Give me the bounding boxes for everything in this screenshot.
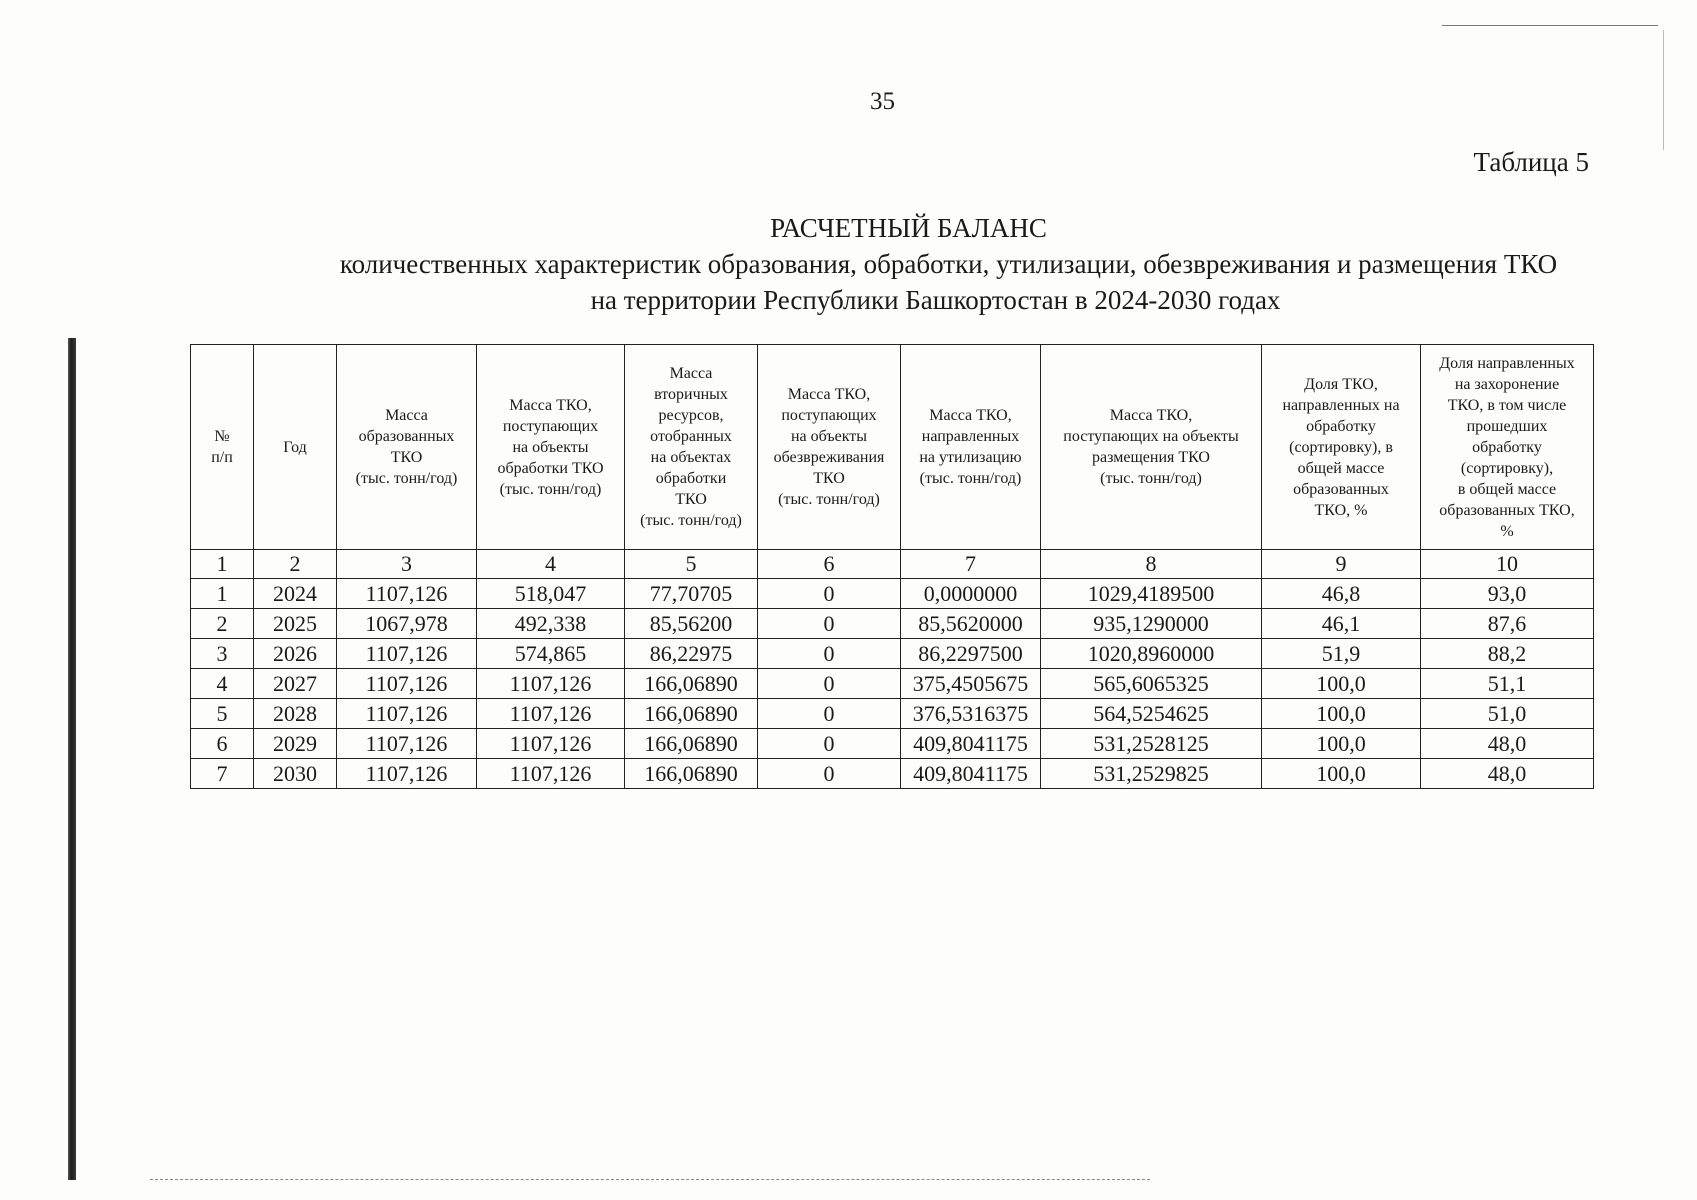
table-cell: 7 [191,759,254,789]
table-cell: 46,1 [1262,609,1421,639]
column-header-line: размещения ТКО [1092,449,1210,466]
table-label: Таблица 5 [1473,147,1589,177]
table-cell: 6 [191,729,254,759]
table-cell: 51,0 [1421,699,1594,729]
column-header-line: обработку [1472,438,1542,456]
column-header-line: Масса ТКО, [1109,407,1193,424]
table-cell: 48,0 [1421,759,1594,789]
table-cell: 166,06890 [625,729,758,759]
table-cell: 166,06890 [625,759,758,789]
table-cell: 574,865 [477,639,625,669]
column-header-line: ТКО [813,470,845,487]
column-header-line: в общей массе [1457,480,1557,498]
table-body [191,550,1594,789]
column-header-line: обезвреживания [773,449,885,466]
table-cell: 0 [758,639,901,669]
column-header-line: % [1500,522,1514,540]
table-cell: 376,5316375 [901,699,1041,729]
table-cell: 0 [758,759,901,789]
column-header [254,345,337,550]
title-line-1: РАСЧЕТНЫЙ БАЛАНС [770,213,1047,243]
table-cell: 2028 [254,699,337,729]
column-number: 2 [254,550,337,579]
table-cell: 531,2529825 [1041,759,1262,789]
column-number: 6 [758,550,901,579]
column-header-line: обработки [655,470,727,487]
table-cell: 2024 [254,579,337,609]
column-header-line: обработку [1306,417,1376,435]
table-cell: 85,56200 [625,609,758,639]
column-header [1041,345,1262,550]
column-header-line: Доля направленных [1439,354,1575,372]
column-header-line: обработки ТКО [497,459,604,477]
column-header-line: образованных [1293,480,1389,498]
table-cell: 86,22975 [625,639,758,669]
table-cell: 100,0 [1262,699,1421,729]
table-cell: 1107,126 [477,699,625,729]
document-title [0,210,1697,318]
column-header-line: вторичных [654,386,728,403]
column-header-line: общей массе [1297,459,1385,477]
table-cell: 1020,8960000 [1041,639,1262,669]
balance-table [190,344,1594,789]
table-cell: 1029,4189500 [1041,579,1262,609]
table-row [191,729,1594,759]
table-cell: 2025 [254,609,337,639]
table-row [191,579,1594,609]
column-header-line: № [214,428,230,445]
scan-artifact-line [1442,25,1658,26]
table-row [191,669,1594,699]
column-header-line: образованных [358,428,455,445]
column-header-line: образованных ТКО, [1439,501,1575,519]
table-cell: 0 [758,579,901,609]
table-cell: 51,9 [1262,639,1421,669]
table-cell: 564,5254625 [1041,699,1262,729]
table-cell: 0 [758,699,901,729]
column-header [477,345,625,550]
table-cell: 565,6065325 [1041,669,1262,699]
column-header [191,345,254,550]
column-header [758,345,901,550]
column-header-line: (тыс. тонн/год) [499,480,602,498]
column-header [901,345,1041,550]
column-header-line: Масса ТКО, [787,386,871,403]
table-cell: 1107,126 [337,579,477,609]
column-header-line: (тыс. тонн/год) [1100,470,1202,487]
table-cell: 1107,126 [337,639,477,669]
column-header-line: (тыс. тонн/год) [355,470,458,487]
column-header [625,345,758,550]
column-header-line: ТКО, в том числе [1447,396,1567,414]
column-header [337,345,477,550]
table-cell: 375,4505675 [901,669,1041,699]
column-header-line: Масса [385,407,428,424]
column-header [1421,345,1594,550]
table-cell: 0,0000000 [901,579,1041,609]
table-cell: 1107,126 [337,669,477,699]
table-cell: 0 [758,609,901,639]
column-header-line: на объектах [650,449,732,466]
table-row [191,639,1594,669]
column-header-line: на объекты [512,438,589,456]
table-cell: 2027 [254,669,337,699]
column-header-line: Год [283,438,307,456]
table-cell: 86,2297500 [901,639,1041,669]
column-number: 9 [1262,550,1421,579]
table-cell: 1067,978 [337,609,477,639]
column-number: 3 [337,550,477,579]
table-cell: 4 [191,669,254,699]
column-header-line: поступающих [502,417,599,435]
table-cell: 492,338 [477,609,625,639]
table-cell: 2026 [254,639,337,669]
column-number-row [191,550,1594,579]
table-cell: 531,2528125 [1041,729,1262,759]
table-cell: 88,2 [1421,639,1594,669]
table-cell: 409,8041175 [901,729,1041,759]
column-header-line: на захоронение [1454,375,1560,393]
title-line-3: на территории Республики Башкортостан в 2024-2030 годах [590,285,1281,315]
column-header [1262,345,1421,550]
table-row [191,699,1594,729]
column-header-line: (тыс. тонн/год) [919,470,1022,487]
table-cell: 46,8 [1262,579,1421,609]
column-header-line: (сортировку), [1460,459,1554,477]
column-header-line: Масса ТКО, [929,407,1012,424]
column-header-line: (тыс. тонн/год) [640,512,742,529]
column-header-line: Масса [669,365,713,382]
table-cell: 100,0 [1262,729,1421,759]
table-cell: 100,0 [1262,759,1421,789]
table-cell: 1 [191,579,254,609]
column-header-line: направленных на [1282,396,1400,414]
table-cell: 85,5620000 [901,609,1041,639]
table-cell: 3 [191,639,254,669]
table-header [191,345,1594,550]
column-number: 4 [477,550,625,579]
table-cell: 93,0 [1421,579,1594,609]
table-cell: 2 [191,609,254,639]
table-cell: 1107,126 [477,729,625,759]
column-header-line: (тыс. тонн/год) [778,491,880,508]
table-cell: 87,6 [1421,609,1594,639]
table-cell: 518,047 [477,579,625,609]
table-row [191,609,1594,639]
column-header-line: п/п [211,449,233,466]
table-cell: 51,1 [1421,669,1594,699]
table-cell: 5 [191,699,254,729]
column-header-line: ресурсов, [658,407,724,424]
table-cell: 48,0 [1421,729,1594,759]
table-cell: 935,1290000 [1041,609,1262,639]
column-header-line: на утилизацию [919,449,1022,466]
page-number: 35 [870,88,895,115]
table-cell: 1107,126 [477,759,625,789]
column-header-line: ТКО, % [1314,501,1368,519]
column-header-line: прошедших [1466,417,1548,435]
table-cell: 166,06890 [625,669,758,699]
scan-edge-shadow [68,338,76,1180]
column-header-line: поступающих на объекты [1063,428,1239,445]
table-cell: 100,0 [1262,669,1421,699]
table-cell: 0 [758,669,901,699]
column-header-line: Масса ТКО, [509,396,592,414]
column-header-line: направленных [921,428,1020,445]
column-header-line: ТКО [390,449,423,466]
column-header-line: на объекты [790,428,868,445]
table-cell: 166,06890 [625,699,758,729]
column-header-line: ТКО [675,491,707,508]
scan-artifact-line [150,1179,1150,1180]
column-header-line: отобранных [650,428,732,445]
table-cell: 1107,126 [337,759,477,789]
table-cell: 1107,126 [337,729,477,759]
column-number: 1 [191,550,254,579]
table-row [191,759,1594,789]
column-header-line: (сортировку), в [1289,438,1393,456]
table-cell: 77,70705 [625,579,758,609]
column-number: 5 [625,550,758,579]
table-cell: 2030 [254,759,337,789]
column-header-line: Доля ТКО, [1304,375,1378,393]
column-number: 10 [1421,550,1594,579]
column-number: 7 [901,550,1041,579]
table-cell: 0 [758,729,901,759]
column-header-line: поступающих [781,407,877,424]
title-line-2: количественных характеристик образования, обработки, утилизации, обезвреживания и размещения ТКО [339,249,1558,279]
scan-artifact-line [1663,30,1664,150]
table-cell: 1107,126 [477,669,625,699]
table-cell: 409,8041175 [901,759,1041,789]
column-number: 8 [1041,550,1262,579]
table-cell: 1107,126 [337,699,477,729]
table-cell: 2029 [254,729,337,759]
